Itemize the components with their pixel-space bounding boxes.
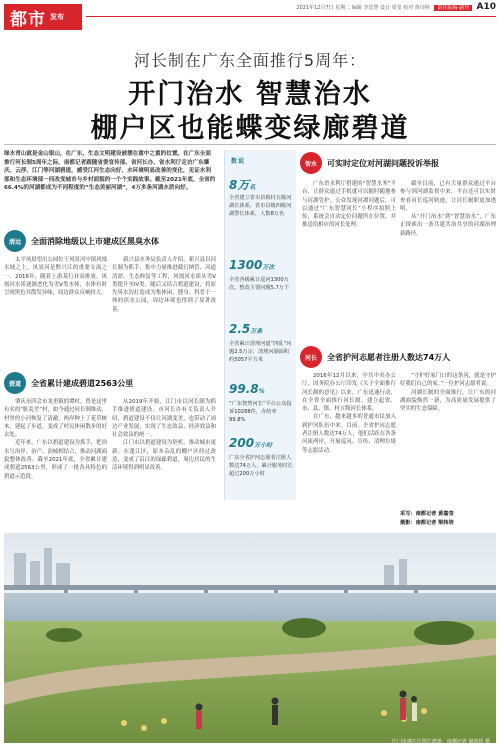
paragraph: 从“开门治水”到“智慧治水”，广东正探索出一条共建共治共享的河湖治理新路径。 (400, 214, 496, 237)
stat-unit: 万小时 (254, 442, 273, 449)
paragraph: 太平风晨望出公园位于风景河中镇风凰水域之上，风景河是黔兴江的重要支流之一。2016年，随着上游某行业高排放，风凰河水质逐渐恶化为劣V类水体，水体有时呈现黑色并散发异味，周边群众反响较大。 (4, 257, 107, 297)
section-header-bidao (4, 372, 133, 394)
stat-number (229, 322, 262, 336)
section-brand (4, 4, 82, 30)
photo-illustration (4, 533, 496, 743)
section-title: 全省累计建成碧道2563公里 (31, 378, 134, 388)
article-column (4, 398, 107, 481)
stat-value: 99.8 (229, 382, 259, 396)
data-heading: 数说 (231, 158, 246, 165)
masthead (0, 0, 500, 38)
stat-unit: 万次 (262, 264, 275, 271)
paragraph: 从2019年开始，江门市以河长制为抓手推进碧道建设。市河长办有关负责人介绍，碧道建设不仅让河湖变美，也带动了周边产业发展，实现了生态效益、经济效益和社会效益的统一。 (112, 399, 216, 439)
paragraph: 江门市以碧道建设为契机，推动城市更新。在蓬江区，原本杂乱的棚户区经过改造，变成了沿江的绿廊碧道，周边居民的生活环境得到明显改善。 (112, 440, 216, 472)
article-column (302, 180, 396, 230)
stat-unit: % (258, 388, 265, 395)
paragraph: 截至目前，已有大量群众通过平台参与到河湖监督中来。平台还可以实时查看河长巡河轨迹，让河长履职更加透明。 (400, 181, 496, 212)
headline-kicker: 河长制在广东全面推行5周年： (133, 51, 367, 70)
divider (4, 144, 496, 145)
section-title: 全省护河志愿者注册人数达74万人 (327, 352, 451, 362)
paragraph: 肇庆市四会市龙甫镇的谭村，曾是这里有名的“脏乱差”村，如今通过河长制推动，村里的小河恢复了清澈，两岸种上了花草树木，建起了步道，变成了村民休闲散步的好去处。 (4, 399, 107, 439)
article-column (302, 372, 396, 455)
lead-paragraph: 绿水青山就是金山银山，在广东，生态文明建设被摆在重中之重的位置。在广东全面推行河长制5周年之际，南都记者跟随省委宣传部、省河长办、省水利厅走访广东肇庆、云浮、江门等河湖碧道，感受江河生态向好、水环境明显改善的变化，见证水利部和生态环境部一同改变城市与乡村面貌的一个个实践故事。截至2021年底，全省约66.4%的河湖都成为不同程度的“生态美丽河湖”，4万多条河湖水质向好。 (4, 151, 216, 192)
headline-main: 开门治水 智慧治水 (128, 79, 372, 110)
paragraph: “守护好家门口的这条河，就是守护好我们自己的家。”一位护河志愿者说。 (400, 373, 496, 388)
article-column (400, 180, 496, 238)
section-title: 全面消除地级以上市建成区黑臭水体 (31, 236, 159, 246)
headline-sub: 棚户区也能蝶变绿廊碧道 (90, 113, 410, 144)
paragraph: 在广东，越来越多的普通市民加入到护河队伍中来。目前，全省护河志愿者注册人数达74万人，他们活跃在各条河流两岸，开展巡河、宣传、清理垃圾等志愿活动。 (302, 414, 396, 454)
stat-text: 全省累计清理河道“四乱”问题2.5万宗，清理河湖面积约5057平方米 (229, 341, 292, 363)
section-tag: 智水 (300, 152, 322, 174)
date-line (296, 4, 472, 11)
paragraph: 河湖长制的全面推行，让广东的河湖面貌焕然一新，为高质量发展提供了坚实的生态保障。 (400, 389, 496, 413)
brand-title: 都市 (10, 9, 46, 30)
stat-value: 8万 (229, 178, 250, 192)
paragraph: 新兴县水务局负责人介绍，新兴县以河长制为抓手，集中力量推进截污纳管、河道清淤、生态修复等工程，风凰河水质从劣V类提升至IV类。随后又结合碧道建设，将原先臭水沟打造成为集休闲、健身、科普于一体的滨水公园，周边环境也得到了显著改善。 (112, 257, 216, 313)
section-header-zhishui (300, 152, 439, 174)
stat-value: 1300 (229, 258, 263, 272)
stat-unit: 万条 (250, 328, 263, 335)
stat-number (229, 258, 274, 272)
section-header-hezhang (300, 346, 450, 368)
stat-text: 全省建立省市县镇村五级河湖长体系，省市县镇四级河湖警长体系，人数8万名 (229, 195, 292, 217)
section-header-qingyuan (4, 230, 159, 252)
paragraph: 近年来，广东以碧道建设为抓手，把治水与治岸、治产、治城相结合，推动河湖面貌整体改善。截至2021年底，全省累计建成碧道2563公里，形成了一批各具特色的碧道示范段。 (4, 440, 107, 480)
section-tag: 清远 (4, 230, 26, 252)
article-column (400, 372, 496, 413)
stat-text: 广东全省护河志愿者注册人数达74万人，累计服务时长超过200万小时 (229, 455, 293, 477)
photographer-byline: 摄影：南都记者 梁炜培 (400, 520, 454, 526)
edition-tag: 责任版编·副刊 (434, 5, 472, 11)
reporter-byline: 采写：南都记者 黄嘉莹 (400, 511, 454, 517)
section-tag: 河长 (300, 346, 322, 368)
section-tag: 碧道 (4, 372, 26, 394)
header-rule (86, 16, 496, 17)
stat-number (229, 436, 272, 450)
page-number: A10 (476, 2, 496, 12)
brand-subtitle: 发布 (50, 13, 64, 21)
stat-number (229, 382, 265, 396)
section-title: 可实时定位对河湖问题投诉举报 (327, 158, 439, 168)
stat-value: 2.5 (229, 322, 251, 336)
article-column (112, 256, 216, 314)
article-column (112, 398, 216, 473)
photo-caption: 江门市蓬江区滨江碧道。南都记者 梁炜培 摄 (391, 739, 490, 745)
stat-value: 200 (229, 436, 255, 450)
riverside-greenway-photo (4, 533, 496, 743)
article-column (4, 256, 107, 297)
paragraph: 广东省水利厅搭建的“智慧水务”平台，让群众通过手机就可以随时随地参与河湖管护。公众发现河湖问题后，可以通过“广东智慧河长”小程序拍照上传，系统会自动定位问题所在位置，并推送给相应的河长处理。 (302, 181, 396, 229)
stat-number (229, 176, 255, 193)
stat-text: 全省各级累计巡河1300万次，整改主要问题5.7万个 (229, 277, 290, 291)
stat-unit: 名 (249, 184, 256, 191)
stat-text: “广东智慧河长”平台公众投诉10288件，办结率99.8% (229, 401, 292, 423)
paragraph: 2016年12月以来，中共中央办公厅、国务院办公厅印发《关于全面推行河长制的意见》以来，广东迅速行动，在全省全面推行河长制，建立起省、市、县、镇、村五级河长体系。 (302, 373, 396, 413)
data-sidebar (224, 150, 296, 500)
date-text: 2021年12月7日 星期二 编辑 李思慧 设计 周玺 校对 黄诗婷 (296, 5, 430, 11)
